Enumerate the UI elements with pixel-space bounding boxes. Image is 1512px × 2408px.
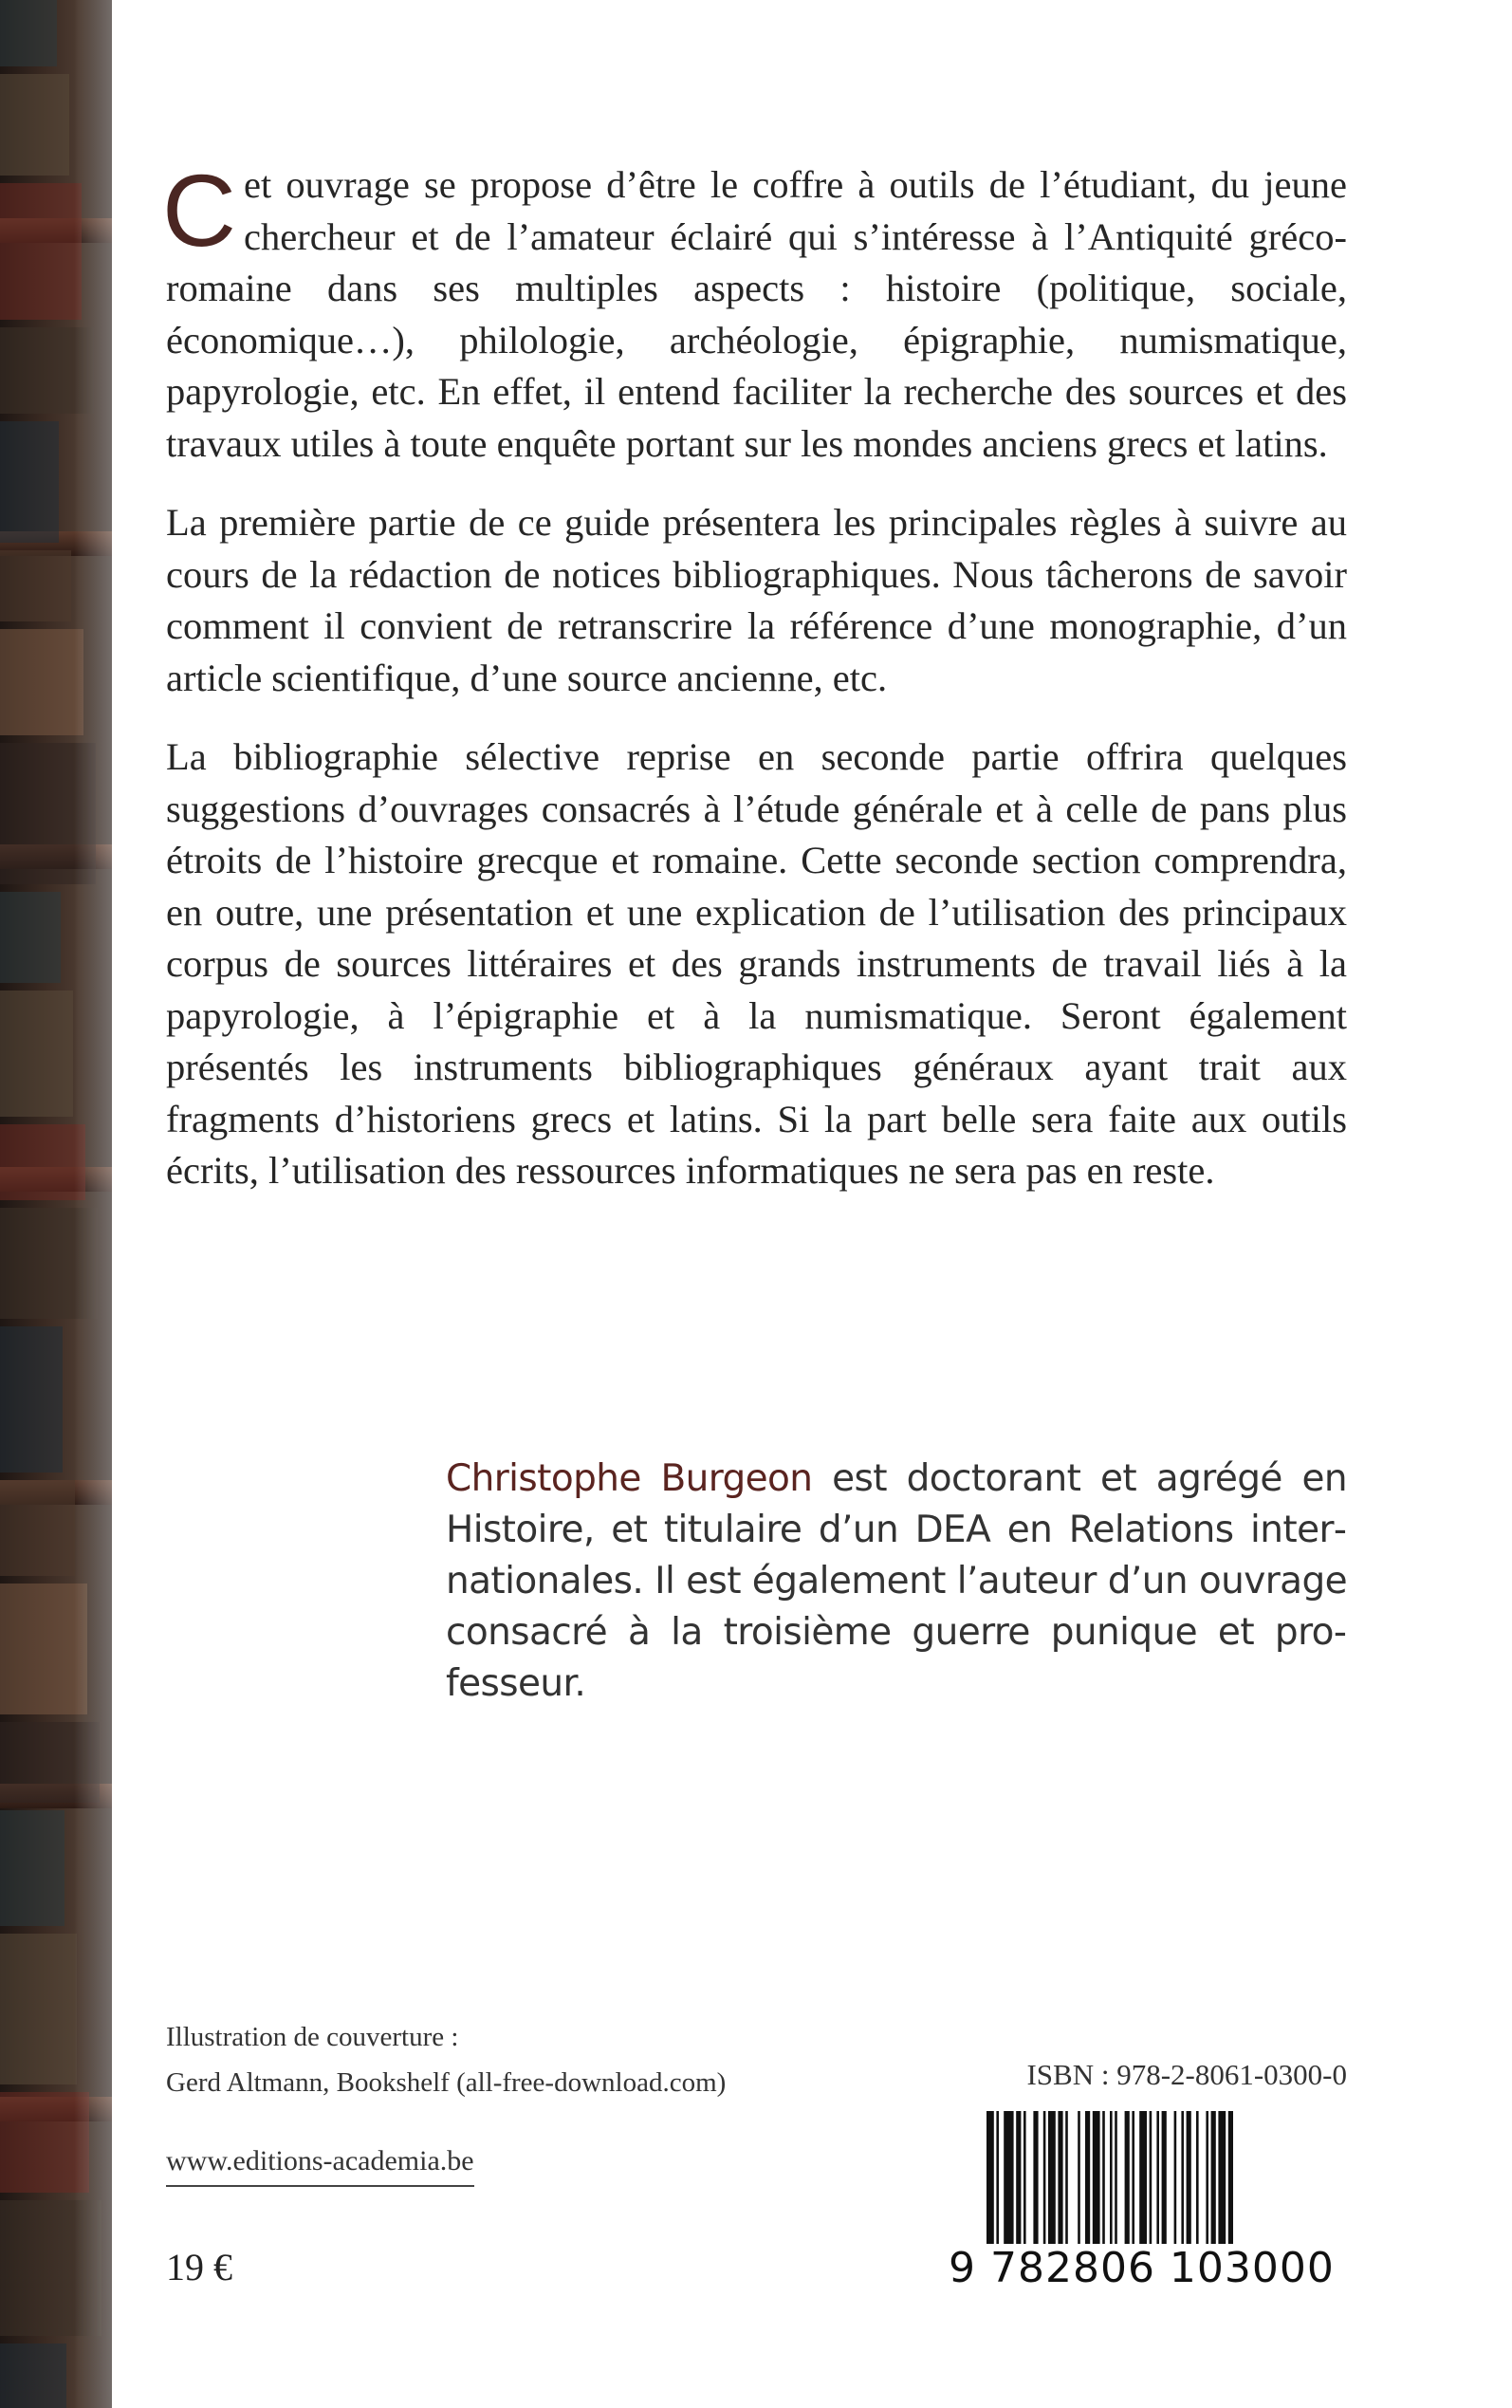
paragraph-2: La première partie de ce guide présentera les principales règles à suivre au cours de la rédaction de notices bibliographiques. Nous tâcherons de savoir comment il convient de retranscrire la référence d’une monographie, d’un article scientifique, d’une source ancienne, etc. bbox=[166, 501, 1347, 699]
paragraph-1 bbox=[162, 153, 1347, 470]
bookshelf-books bbox=[0, 0, 112, 2408]
barcode-bar bbox=[1228, 2111, 1233, 2244]
barcode-bar bbox=[1156, 2111, 1159, 2244]
barcode-bar bbox=[1048, 2111, 1056, 2244]
book-spine bbox=[0, 327, 94, 414]
barcode-bar bbox=[1065, 2111, 1068, 2244]
dropcap: C bbox=[162, 153, 236, 268]
barcode-bar bbox=[1110, 2111, 1113, 2244]
price: 19 € bbox=[166, 2246, 232, 2288]
barcode-bar bbox=[1174, 2111, 1177, 2244]
book-spine bbox=[0, 892, 61, 983]
author-bio-text: est doctorant et agrégé en Histoire, et titulaire d’un DEA en Relations internationales. Il est également l’auteur d’un ouvrage consacré à la troisième guerre punique et professeur. bbox=[446, 1457, 1347, 1705]
barcode-bar bbox=[1058, 2111, 1062, 2244]
book-spine bbox=[0, 743, 96, 884]
barcode-bar bbox=[1085, 2111, 1090, 2244]
book-spine bbox=[0, 1480, 75, 1576]
book-spine bbox=[0, 1326, 63, 1473]
barcode-bar bbox=[1043, 2111, 1046, 2244]
barcode-bar bbox=[1016, 2111, 1021, 2244]
author-bio bbox=[446, 1454, 1347, 1710]
book-spine bbox=[0, 991, 73, 1117]
barcode-bar bbox=[1211, 2111, 1216, 2244]
book-spine bbox=[0, 1208, 98, 1319]
paragraph-3: La bibliographie sélective reprise en seconde partie offrira quelques suggestions d’ouvrages consacrés à l’étude générale et à celle de pans plus étroits de l’histoire grecque et romaine. Cette seconde section comprendra, en outre, une présentation et une explication de l’utilisation des principaux corpus de sources littéraires et des grands instruments de travail liés à la papyrologie, à l’épigraphie et à la numismatique. Seront également présentés les instruments bibliographiques généraux ayant trait aux fragments d’historiens grecs et latins. Si la part belle sera faite aux outils écrits, l’utilisation des ressources informatiques ne sera pas en reste. bbox=[166, 735, 1347, 1192]
barcode-bar bbox=[996, 2111, 999, 2244]
barcode-bar bbox=[1187, 2111, 1191, 2244]
barcode-bar bbox=[1023, 2111, 1026, 2244]
barcode-bar bbox=[1093, 2111, 1100, 2244]
barcode-bar bbox=[1033, 2111, 1038, 2244]
book-spine bbox=[0, 1722, 100, 1803]
book-spine bbox=[0, 421, 59, 543]
cover-credit bbox=[166, 2014, 726, 2105]
barcode-bar bbox=[1078, 2111, 1080, 2244]
book-spine bbox=[0, 1810, 65, 1926]
barcode-bar bbox=[1139, 2111, 1147, 2244]
barcode-bar bbox=[986, 2111, 994, 2244]
author-name: Christophe Burgeon bbox=[446, 1457, 813, 1500]
bookshelf-image bbox=[0, 0, 112, 2408]
barcode-bar bbox=[1162, 2111, 1167, 2244]
barcode-digits: 9 782806 103000 bbox=[949, 2244, 1335, 2292]
book-spine bbox=[0, 74, 69, 176]
cover-credit-source: Gerd Altmann, Bookshelf (all-free-download.com) bbox=[166, 2067, 727, 2098]
cover-credit-label: Illustration de couverture : bbox=[166, 2022, 459, 2052]
book-spine bbox=[0, 550, 71, 621]
book-spine bbox=[0, 2200, 101, 2336]
barcode-bar bbox=[1206, 2111, 1208, 2244]
book-spine bbox=[0, 0, 57, 66]
book-spine bbox=[0, 1934, 77, 2084]
blurb-text bbox=[162, 153, 1347, 1225]
barcode-bar bbox=[1196, 2111, 1199, 2244]
book-spine bbox=[0, 629, 83, 735]
book-spine bbox=[0, 2343, 66, 2408]
barcode-bar bbox=[1102, 2111, 1105, 2244]
barcode-bar bbox=[1125, 2111, 1130, 2244]
book-spine bbox=[0, 183, 82, 320]
barcode-bar bbox=[1132, 2111, 1134, 2244]
book-spine bbox=[0, 1124, 85, 1200]
barcode-bar bbox=[1181, 2111, 1184, 2244]
barcode-bar bbox=[1004, 2111, 1013, 2244]
paragraph-1-text: et ouvrage se propose d’être le coffre à outils de l’étudiant, du jeune chercheur et de l’amateur éclairé qui s’intéresse à l’Antiquité grécoromaine dans ses multiples aspects : histoire (politique, sociale, économique…), philologie, archéologie, épigraphie, numismatique, papyrologie, etc. En effet, il entend faciliter la recherche des sources et des travaux utiles à toute enquête portant sur les mondes anciens grecs et latins. bbox=[166, 163, 1347, 465]
book-spine bbox=[0, 1584, 87, 1714]
barcode-bar bbox=[1150, 2111, 1152, 2244]
barcode-bar bbox=[1115, 2111, 1117, 2244]
isbn: ISBN : 978-2-8061-0300-0 bbox=[1026, 2058, 1347, 2091]
website-link[interactable]: www.editions-academia.be bbox=[166, 2142, 474, 2187]
barcode-bar bbox=[1218, 2111, 1226, 2244]
book-spine bbox=[0, 2092, 89, 2193]
